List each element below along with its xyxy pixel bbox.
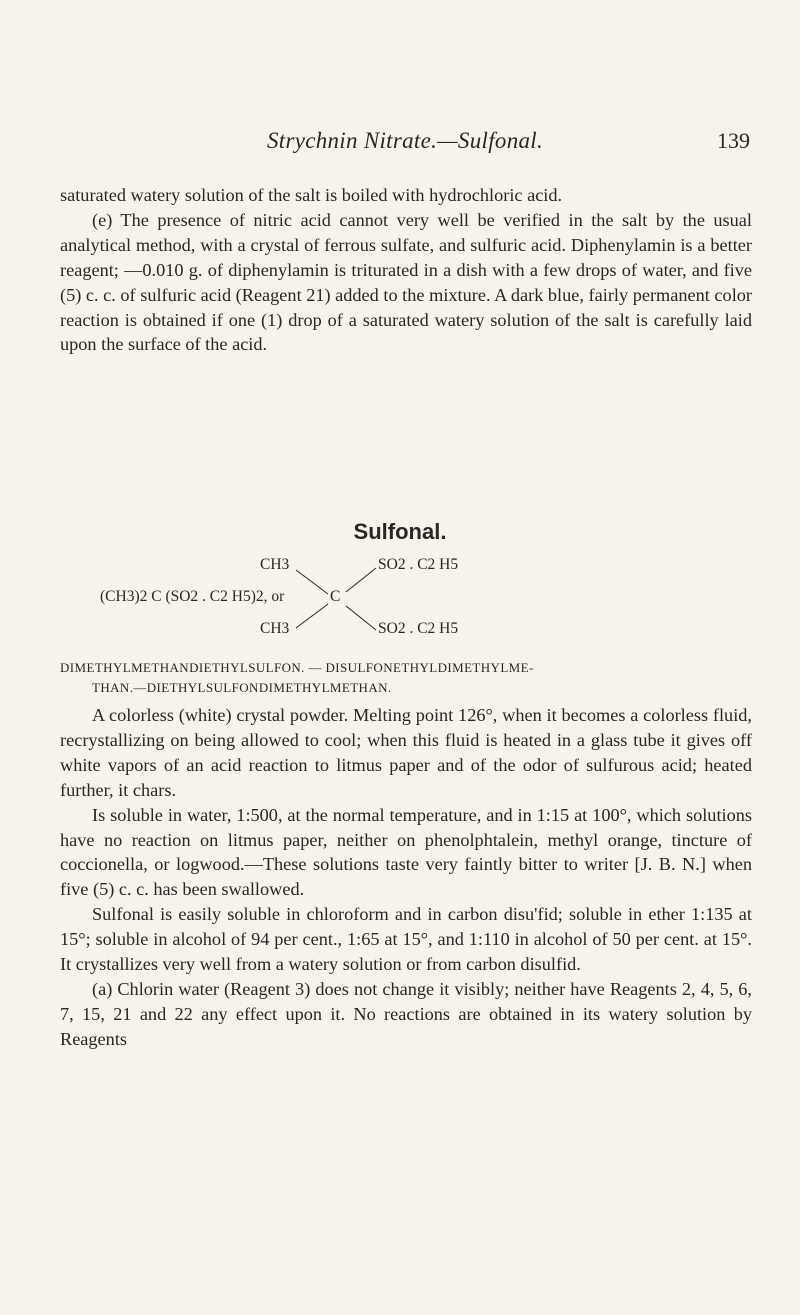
compound-names xyxy=(60,658,752,698)
formula-methyl-lower: CH3 xyxy=(260,620,290,637)
running-head xyxy=(60,128,750,158)
formula-methyl-upper: CH3 xyxy=(260,556,290,573)
main-text xyxy=(60,703,752,1052)
paragraph: (e) The presence of nitric acid cannot very well be verified in the salt by the usual analytical method, with a crystal of ferrous sulfate, and sulfuric acid. Diphenylamin is a better reagent; —0.010 g. of diphenylamin is triturated in a dish with a few drops of water, and five (5) c. c. of sulfuric acid (Reagent 21) added to the mixture. A dark blue, fairly permanent color reaction is obtained if one (1) drop of a saturated watery solution of the salt is carefully laid upon the surface of the acid. xyxy=(60,209,752,355)
bond-line xyxy=(296,604,328,628)
formula-linear: (CH3)2 C (SO2 . C2 H5)2, or xyxy=(100,588,285,605)
intro-text xyxy=(60,183,752,357)
paragraph: saturated watery solution of the salt is boiled with hydrochloric acid. xyxy=(60,185,563,205)
structural-formula xyxy=(98,554,738,644)
bond-line xyxy=(346,568,376,592)
compound-names-line: THAN.—DIETHYLSULFONDIMETHYLMETHAN. xyxy=(92,680,392,695)
formula-sulfonyl-lower: SO2 . C2 H5 xyxy=(378,620,459,637)
paragraph: A colorless (white) crystal powder. Melting point 126°, when it becomes a colorless fluid, recrystallizing on being allowed to cool; when this fluid is heated in a glass tube it gives off white vapors of an acid reaction to litmus paper and of the odor of sulfurous acid; heated further, it chars. xyxy=(60,705,752,800)
paragraph: (a) Chlorin water (Reagent 3) does not change it visibly; neither have Reagents 2, 4, 5, 6, 7, 15, 21 and 22 any effect upon it. No reactions are obtained in its watery solution by Reagents xyxy=(60,978,752,1049)
bond-line xyxy=(346,606,376,630)
page-number: 139 xyxy=(717,128,750,153)
compound-names-line: DIMETHYLMETHANDIETHYLSULFON. — DISULFONETHYLDIMETHYLME- xyxy=(60,660,534,675)
section-heading: Sulfonal. xyxy=(353,519,447,544)
formula-central-carbon: C xyxy=(330,588,341,605)
bond-line xyxy=(296,570,328,594)
formula-sulfonyl-upper: SO2 . C2 H5 xyxy=(378,556,459,573)
running-title: Strychnin Nitrate.—Sulfonal. xyxy=(266,128,544,153)
paragraph: Is soluble in water, 1:500, at the normal temperature, and in 1:15 at 100°, which solutions have no reaction on litmus paper, neither on phenolphtalein, methyl orange, tincture of coccionella, or logwood.—These solutions taste very faintly bitter to writer [J. B. N.] when five (5) c. c. has been swallowed. xyxy=(60,804,752,900)
paragraph: Sulfonal is easily soluble in chloroform and in carbon disu'fid; soluble in ether 1:135 at 15°; soluble in alcohol of 94 per cent., 1:65 at 15°, and 1:110 in alcohol of 50 per cent. at 15°. It crystallizes very well from a watery solution or from carbon disulfid. xyxy=(60,904,752,975)
